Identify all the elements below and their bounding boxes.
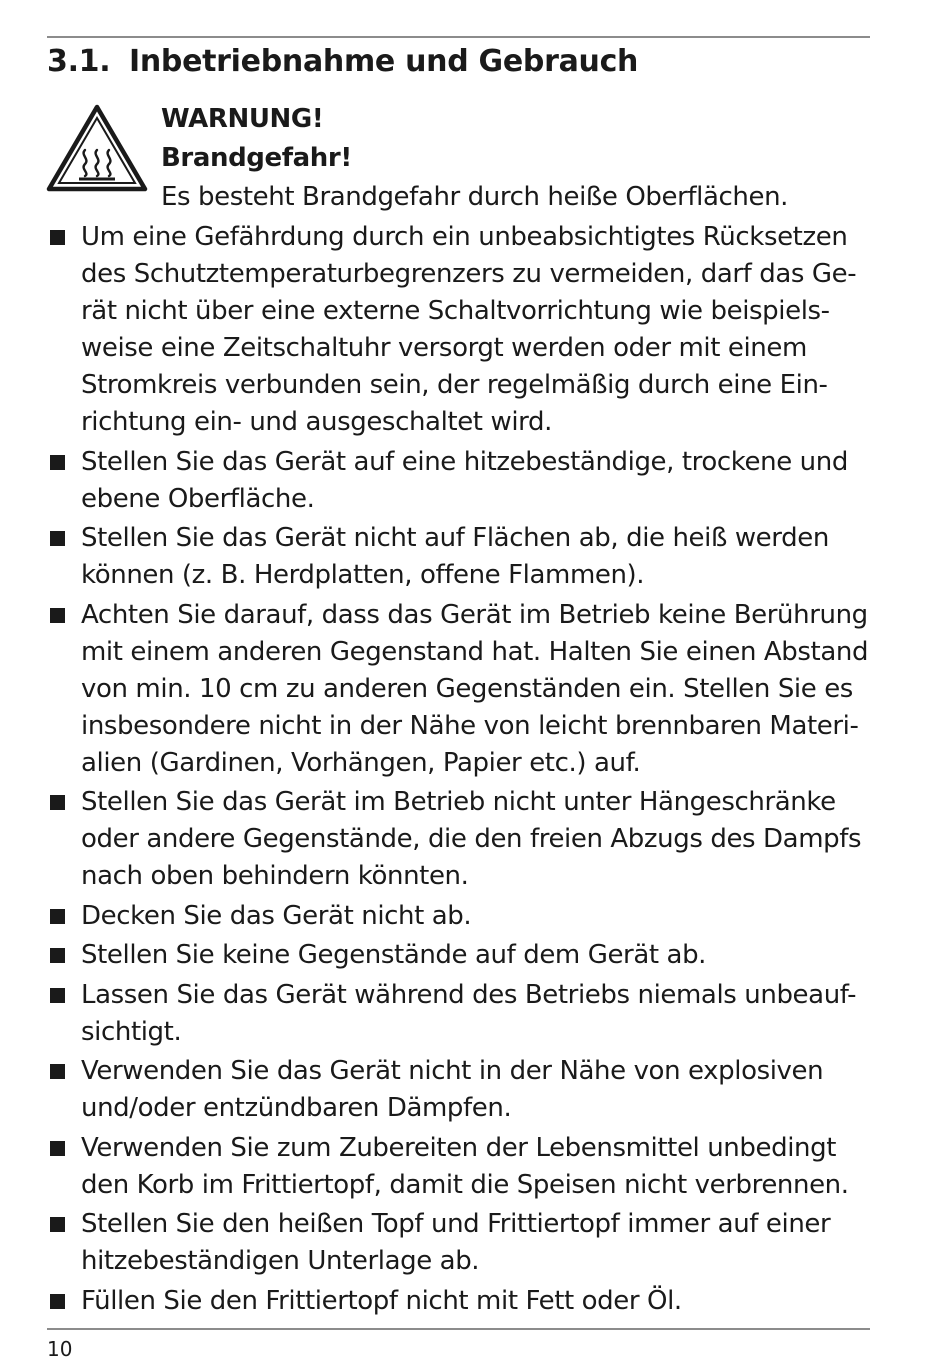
list-item-line: insbesondere nicht in der Nähe von leicht brennbaren Materi-	[81, 710, 859, 741]
list-item-line: des Schutztemperaturbegrenzers zu vermeiden, darf das Ge-	[81, 259, 857, 289]
list-item	[47, 597, 877, 782]
list-item-line: sichtigt.	[81, 1016, 182, 1047]
list-item	[47, 784, 877, 895]
list-item-line: Stromkreis verbunden sein, der regelmäßig durch eine Ein-	[81, 370, 828, 400]
square-bullet-icon	[50, 1064, 65, 1079]
list-item-line: richtung ein- und ausgeschaltet wird.	[81, 407, 552, 437]
list-item-line: alien (Gardinen, Vorhängen, Papier etc.) auf.	[81, 747, 641, 778]
list-item	[47, 520, 877, 594]
list-item-line: Verwenden Sie zum Zubereiten der Lebensmittel unbedingt	[81, 1132, 836, 1163]
warning-label: WARNUNG!	[161, 104, 324, 134]
page-number: 10	[47, 1337, 73, 1361]
list-item-line: mit einem anderen Gegenstand hat. Halten Sie einen Abstand	[81, 636, 869, 667]
list-item-line: Füllen Sie den Frittiertopf nicht mit Fett oder Öl.	[81, 1285, 682, 1316]
list-item-line: und/oder entzündbaren Dämpfen.	[81, 1093, 512, 1123]
square-bullet-icon	[50, 948, 65, 963]
top-divider	[47, 36, 870, 38]
list-item-line: den Korb im Frittiertopf, damit die Speisen nicht verbrennen.	[81, 1169, 849, 1200]
list-item-line: Decken Sie das Gerät nicht ab.	[81, 900, 472, 931]
section-heading	[47, 40, 638, 84]
square-bullet-icon	[50, 988, 65, 1003]
warning-subtitle: Brandgefahr!	[161, 143, 352, 173]
list-item-line: nach oben behindern könnten.	[81, 861, 469, 891]
warning-block	[161, 100, 881, 217]
list-item	[47, 898, 877, 935]
list-item-line: ebene Oberfläche.	[81, 483, 315, 514]
bottom-divider	[47, 1328, 870, 1330]
square-bullet-icon	[50, 1141, 65, 1156]
list-item-line: Stellen Sie den heißen Topf und Frittiertopf immer auf einer	[81, 1209, 831, 1239]
list-item-line: Stellen Sie das Gerät auf eine hitzebeständige, trockene und	[81, 446, 848, 477]
list-item	[47, 1283, 877, 1320]
square-bullet-icon	[50, 455, 65, 470]
list-item-line: Stellen Sie das Gerät im Betrieb nicht unter Hängeschränke	[81, 787, 836, 817]
list-item-line: Stellen Sie keine Gegenstände auf dem Gerät ab.	[81, 940, 707, 970]
list-item	[47, 1206, 877, 1280]
list-item	[47, 219, 877, 441]
list-item	[47, 1053, 877, 1127]
instruction-list	[47, 219, 877, 1322]
list-item-line: hitzebeständigen Unterlage ab.	[81, 1246, 480, 1276]
list-item-line: Um eine Gefährdung durch ein unbeabsichtigtes Rücksetzen	[81, 222, 848, 252]
section-number: 3.1.	[47, 44, 111, 79]
list-item	[47, 1130, 877, 1204]
list-item	[47, 937, 877, 974]
hot-surface-warning-icon	[46, 104, 148, 192]
square-bullet-icon	[50, 909, 65, 924]
square-bullet-icon	[50, 795, 65, 810]
list-item-line: Stellen Sie das Gerät nicht auf Flächen ab, die heiß werden	[81, 523, 829, 553]
list-item-line: können (z. B. Herdplatten, offene Flammen).	[81, 560, 645, 590]
list-item-line: Lassen Sie das Gerät während des Betriebs niemals unbeauf-	[81, 979, 857, 1010]
list-item-line: Achten Sie darauf, dass das Gerät im Betrieb keine Berührung	[81, 599, 868, 630]
list-item	[47, 444, 877, 518]
list-item-line: oder andere Gegenstände, die den freien Abzugs des Dampfs	[81, 824, 862, 854]
list-item-line: Verwenden Sie das Gerät nicht in der Nähe von explosiven	[81, 1056, 824, 1086]
square-bullet-icon	[50, 531, 65, 546]
square-bullet-icon	[50, 1217, 65, 1232]
list-item-line: von min. 10 cm zu anderen Gegenständen ein. Stellen Sie es	[81, 673, 853, 704]
square-bullet-icon	[50, 1294, 65, 1309]
list-item	[47, 977, 877, 1051]
list-item-line: weise eine Zeitschaltuhr versorgt werden oder mit einem	[81, 333, 807, 363]
square-bullet-icon	[50, 230, 65, 245]
warning-text: Es besteht Brandgefahr durch heiße Oberflächen.	[161, 182, 789, 212]
list-item-line: rät nicht über eine externe Schaltvorrichtung wie beispiels-	[81, 296, 830, 326]
square-bullet-icon	[50, 608, 65, 623]
section-title: Inbetriebnahme und Gebrauch	[129, 44, 639, 79]
